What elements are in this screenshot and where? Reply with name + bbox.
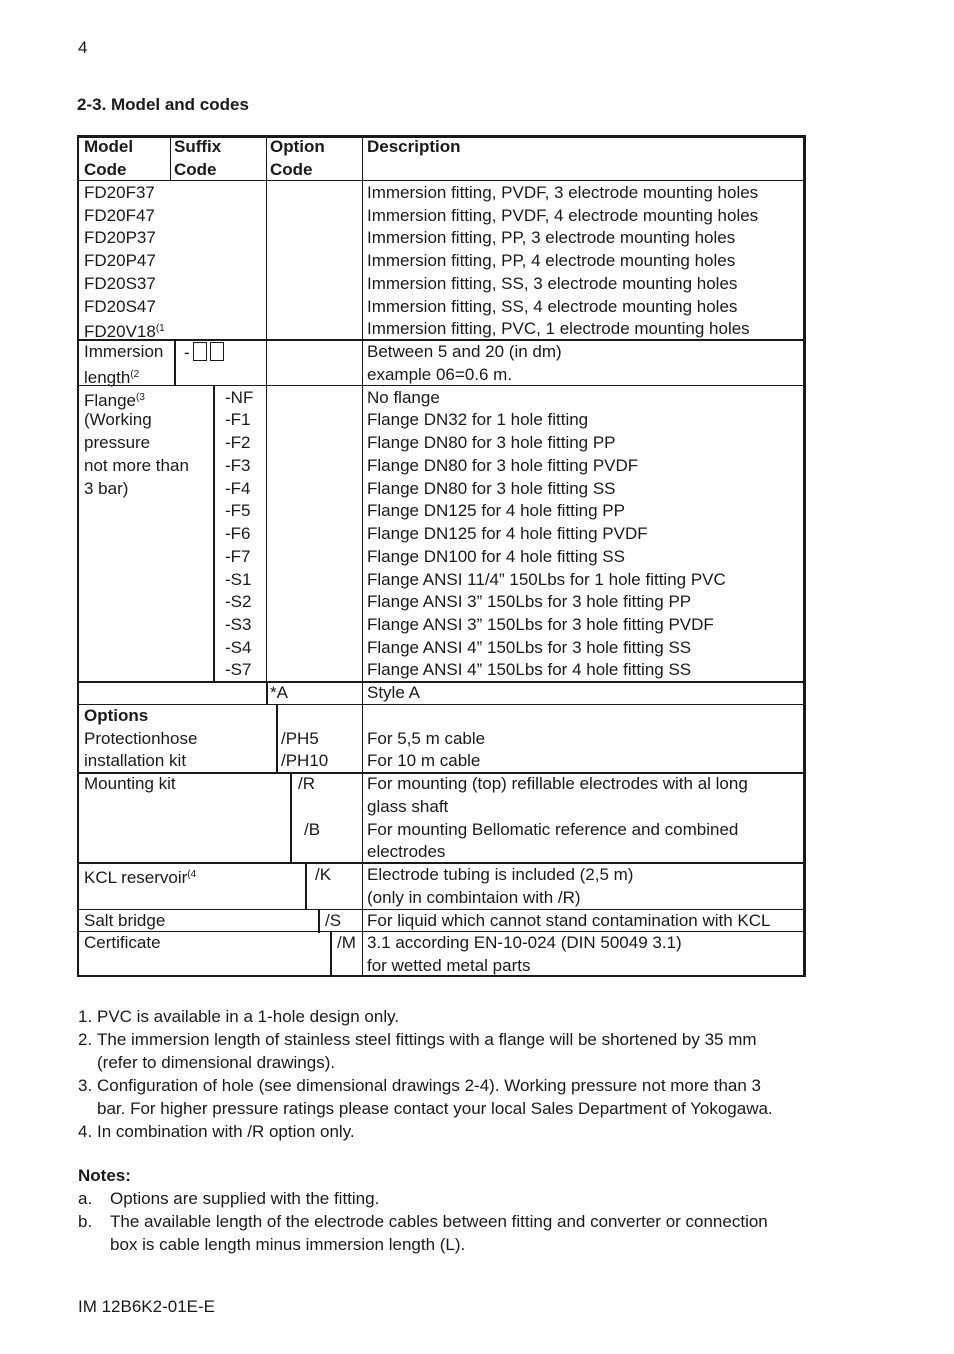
flange-description: Flange DN125 for 4 hole fitting PP (367, 501, 625, 520)
flange-label-text: Flange (84, 391, 136, 410)
flange-description: Flange DN80 for 3 hole fitting PVDF (367, 456, 639, 475)
cert-desc-1: 3.1 according EN-10-024 (DIN 50049 3.1) (367, 933, 682, 952)
mounting-code-1: /R (298, 774, 315, 793)
kcl-label (84, 865, 196, 888)
mounting-label: Mounting kit (84, 774, 176, 793)
footnote-ref: (4 (187, 869, 197, 880)
flange-label-5: 3 bar) (84, 479, 129, 498)
footnote-ref: (2 (130, 369, 140, 380)
immersion-code (184, 342, 224, 363)
footnote-ref: (3 (135, 392, 145, 403)
mounting-desc-4: electrodes (367, 842, 446, 861)
model-description: Immersion fitting, SS, 4 electrode mounting holes (367, 297, 738, 316)
model-code (84, 319, 165, 342)
notes-title-text: Notes: (78, 1166, 131, 1185)
flange-code: -S4 (225, 638, 252, 657)
note-text: box is cable length minus immersion length (L). (110, 1235, 466, 1254)
mounting-desc-1: For mounting (top) refillable electrodes with al long (367, 774, 748, 793)
cert-code: /M (337, 933, 356, 952)
model-code: FD20S37 (84, 274, 156, 293)
header-option-2: Code (270, 160, 313, 179)
salt-step (318, 910, 320, 933)
immersion-label-2 (84, 365, 139, 388)
flange-code: -S1 (225, 570, 252, 589)
header-model-2: Code (84, 160, 127, 179)
flange-description: Flange ANSI 3” 150Lbs for 3 hole fitting PVDF (367, 615, 714, 634)
footnote-ref: (1 (155, 323, 165, 334)
header-suffix-1: Suffix (174, 137, 222, 156)
note-letter: a. (78, 1189, 93, 1208)
header-option-1: Option (270, 137, 325, 156)
model-code: FD20F47 (84, 206, 155, 225)
flange-code: -S2 (225, 592, 252, 611)
mounting-row-bottom (79, 862, 803, 864)
footnote-text: Configuration of hole (see dimensional drawings 2-4). Working pressure not more than 3 (97, 1076, 761, 1095)
cert-label: Certificate (84, 933, 161, 952)
model-code: FD20P37 (84, 228, 156, 247)
footnote-text: In combination with /R option only. (97, 1122, 355, 1141)
model-description: Immersion fitting, SS, 3 electrode mounting holes (367, 274, 738, 293)
footnote-number: 3. (78, 1076, 93, 1095)
flange-description: Flange DN80 for 3 hole fitting SS (367, 479, 616, 498)
flange-code: -F3 (225, 456, 251, 475)
options-step (276, 705, 278, 773)
flange-label-2: (Working (84, 410, 152, 429)
model-description: Immersion fitting, PP, 3 electrode mounting holes (367, 228, 736, 247)
model-code: FD20S47 (84, 297, 156, 316)
page-number: 4 (78, 38, 88, 57)
style-description: Style A (367, 683, 420, 702)
salt-code: /S (325, 911, 342, 930)
protection-desc-2: For 10 m cable (367, 751, 481, 770)
cert-step (330, 932, 332, 976)
flange-description: Flange ANSI 4” 150Lbs for 4 hole fitting SS (367, 660, 692, 679)
salt-label: Salt bridge (84, 911, 166, 930)
header-suffix-2: Code (174, 160, 217, 179)
flange-code: -F2 (225, 433, 251, 452)
protection-code-2: /PH10 (281, 751, 329, 770)
immersion-step (174, 341, 176, 386)
flange-code: -F7 (225, 547, 251, 566)
flange-description: Flange DN100 for 4 hole fitting SS (367, 547, 625, 566)
kcl-desc-2: (only in combintaion with /R) (367, 888, 581, 907)
flange-code: -S7 (225, 660, 252, 679)
header-description: Description (367, 137, 461, 156)
footnote-text: PVC is available in a 1-hole design only. (97, 1007, 400, 1026)
kcl-label-text: KCL reservoir (84, 868, 188, 887)
protection-code-1: /PH5 (281, 729, 319, 748)
note-letter: b. (78, 1212, 93, 1231)
flange-step (213, 386, 215, 683)
note-text: Options are supplied with the fitting. (110, 1189, 380, 1208)
kcl-step (305, 864, 307, 910)
footnote-number: 1. (78, 1007, 93, 1026)
document-id: IM 12B6K2-01E-E (78, 1297, 216, 1316)
footnote-text: The immersion length of stainless steel fittings with a flange will be shortened by 35 mm (97, 1030, 757, 1049)
style-code: *A (270, 683, 288, 702)
immersion-dash: - (184, 343, 190, 362)
kcl-code: /K (315, 865, 332, 884)
protection-label-1: Protectionhose (84, 729, 198, 748)
digit-placeholder (210, 342, 224, 361)
style-row-bottom (79, 704, 803, 705)
header-suffix-divider (170, 137, 171, 181)
model-description: Immersion fitting, PVDF, 3 electrode mounting holes (367, 183, 759, 202)
protection-label-2: installation kit (84, 751, 187, 770)
flange-code: -F4 (225, 479, 251, 498)
model-description: Immersion fitting, PP, 4 electrode mounting holes (367, 251, 736, 270)
flange-description: Flange DN80 for 3 hole fitting PP (367, 433, 616, 452)
footnote-text: (refer to dimensional drawings). (97, 1053, 336, 1072)
model-code-text: FD20V18 (84, 322, 156, 341)
option-column-divider (266, 137, 267, 683)
flange-label-1 (84, 388, 145, 411)
flange-description: Flange ANSI 3” 150Lbs for 3 hole fitting PP (367, 592, 692, 611)
header-model-1: Model (84, 137, 134, 156)
mounting-desc-2: glass shaft (367, 797, 449, 816)
flange-description: Flange ANSI 4” 150Lbs for 3 hole fitting SS (367, 638, 692, 657)
description-divider (362, 137, 363, 976)
flange-description: Flange DN125 for 4 hole fitting PVDF (367, 524, 648, 543)
immersion-desc-1: Between 5 and 20 (in dm) (367, 342, 562, 361)
salt-desc: For liquid which cannot stand contamination with KCL (367, 911, 771, 930)
salt-row-bottom (79, 931, 803, 932)
flange-description: Flange DN32 for 1 hole fitting (367, 410, 589, 429)
flange-code: -S3 (225, 615, 252, 634)
model-block-right (77, 181, 79, 341)
immersion-row-bottom (79, 385, 803, 386)
table-border-right (803, 135, 806, 977)
model-description: Immersion fitting, PVC, 1 electrode mounting holes (367, 319, 750, 338)
protection-desc-1: For 5,5 m cable (367, 729, 486, 748)
flange-code: -F1 (225, 410, 251, 429)
flange-label-4: not more than (84, 456, 189, 475)
note-text: The available length of the electrode cables between fitting and converter or connection (110, 1212, 768, 1231)
flange-description: Flange ANSI 11/4” 150Lbs for 1 hole fitting PVC (367, 570, 726, 589)
digit-placeholder (193, 342, 207, 361)
kcl-desc-1: Electrode tubing is included (2,5 m) (367, 865, 634, 884)
style-step (266, 683, 268, 705)
flange-description: No flange (367, 388, 440, 407)
mounting-step (290, 774, 292, 863)
kcl-row-bottom (79, 909, 803, 910)
flange-label-3: pressure (84, 433, 151, 452)
flange-code: -NF (225, 388, 254, 407)
footnote-text: bar. For higher pressure ratings please contact your local Sales Department of Yokogawa. (97, 1099, 773, 1118)
immersion-desc-2: example 06=0.6 m. (367, 365, 513, 384)
immersion-label-1: Immersion (84, 342, 164, 361)
immersion-label-text: length (84, 368, 131, 387)
cert-desc-2: for wetted metal parts (367, 956, 531, 975)
flange-code: -F5 (225, 501, 251, 520)
header-divider (79, 180, 803, 181)
mounting-code-2: /B (304, 820, 321, 839)
footnote-number: 4. (78, 1122, 93, 1141)
section-title: 2-3. Model and codes (77, 95, 249, 114)
flange-row-bottom (79, 681, 803, 683)
options-title: Options (84, 706, 149, 725)
model-description: Immersion fitting, PVDF, 4 electrode mounting holes (367, 206, 759, 225)
footnote-number: 2. (78, 1030, 93, 1049)
flange-code: -F6 (225, 524, 251, 543)
model-row-bottom (79, 339, 803, 341)
model-code: FD20P47 (84, 251, 156, 270)
model-code: FD20F37 (84, 183, 155, 202)
mounting-desc-3: For mounting Bellomatic reference and combined (367, 820, 739, 839)
